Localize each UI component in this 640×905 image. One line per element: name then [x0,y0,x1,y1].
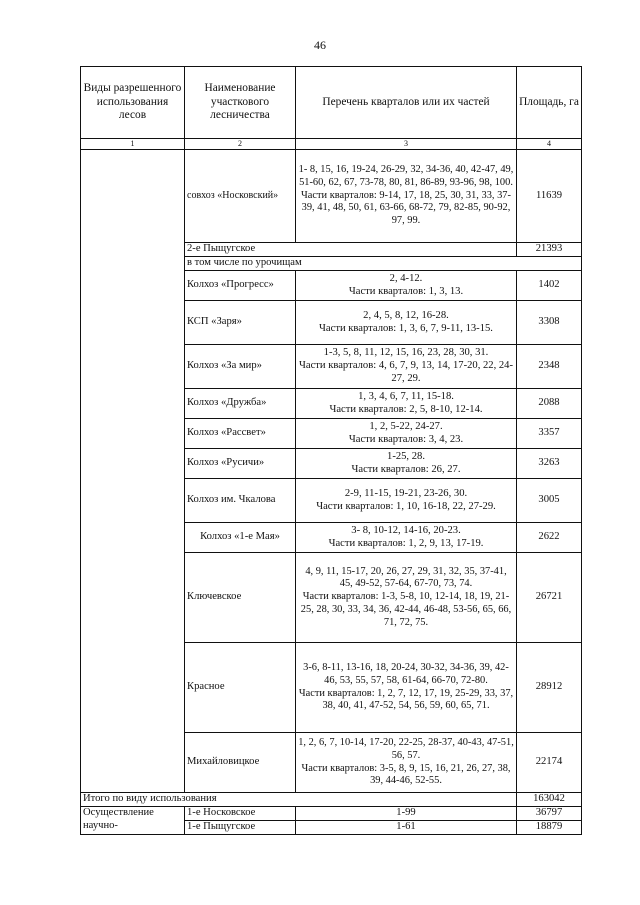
quarters-list [296,345,517,389]
forestry-name: 2-е Пыщугское [185,243,517,257]
forestry-name: Красное [185,643,296,733]
quarters-list [296,150,517,243]
table-header-row [81,67,582,139]
full-quarters: 1-25, 28. [387,450,425,462]
area-value: 36797 [517,807,582,821]
full-quarters: 1, 3, 4, 6, 7, 11, 15-18. [358,390,454,402]
full-quarters: 1, 2, 5-22, 24-27. [369,420,443,432]
column-number: 1 [81,139,185,150]
area-value: 21393 [517,243,582,257]
forestry-name: 1-е Носковское [185,807,296,821]
area-value: 26721 [517,553,582,643]
forestry-name: совхоз «Носковский» [185,150,296,243]
area-value: 3357 [517,419,582,449]
quarters-list [296,733,517,793]
forestry-name: КСП «Заря» [185,301,296,345]
header-quarters-list: Перечень кварталов или их частей [296,67,517,139]
quarters-list [296,449,517,479]
column-number: 3 [296,139,517,150]
quarters-list [296,479,517,523]
quarters-list [296,643,517,733]
partial-quarters: Части кварталов: 9-14, 17, 18, 25, 30, 31, 33, 37-39, 41, 48, 50, 61, 63-66, 68-72, 79, 82-85, 90-92, 97, 99. [301,189,511,227]
full-quarters: 3-6, 8-11, 13-16, 18, 20-24, 30-32, 34-36, 39, 42-46, 53, 55, 57, 58, 61-64, 66-70, 72-80. [303,662,509,686]
area-value: 3308 [517,301,582,345]
forestry-name: Колхоз «За мир» [185,345,296,389]
forestry-name: Ключевское [185,553,296,643]
subgroup-label: в том числе по урочищам [185,257,582,271]
quarters-list [296,419,517,449]
partial-quarters: Части кварталов: 1, 3, 13. [348,285,464,297]
total-area: 163042 [517,793,582,807]
table-row [81,807,582,821]
area-value: 3005 [517,479,582,523]
forestry-name: Колхоз «Прогресс» [185,271,296,301]
total-label: Итого по виду использования [81,793,517,807]
column-number-row [81,139,582,150]
full-quarters: 2, 4, 5, 8, 12, 16-28. [363,309,449,321]
full-quarters: 4, 9, 11, 15-17, 20, 26, 27, 29, 31, 32, 35, 37-41, 45, 49-52, 57-64, 67-70, 73, 74. [305,565,507,590]
partial-quarters: Части кварталов: 3-5, 8, 9, 15, 16, 21, 26, 27, 38, 39, 44-46, 52-55. [301,762,511,787]
header-forestry-name: Наименование участкового лесничества [185,67,296,139]
area-value: 3263 [517,449,582,479]
partial-quarters: Части кварталов: 1, 2, 9, 13, 17-19. [328,537,484,549]
partial-quarters: Части кварталов: 1, 3, 6, 7, 9-11, 13-15. [319,322,493,334]
column-number: 2 [185,139,296,150]
use-type-label: Осуществление научно- [81,807,185,835]
area-value: 2622 [517,523,582,553]
quarters-list: 1-99 [296,807,517,821]
quarters-list [296,553,517,643]
forestry-name: Колхоз «1-е Мая» [185,523,296,553]
forestry-name: 1-е Пыщугское [185,821,296,835]
column-number: 4 [517,139,582,150]
full-quarters: 2-9, 11-15, 19-21, 23-26, 30. [344,487,468,499]
header-use-type: Виды разрешенного использования лесов [81,67,185,139]
partial-quarters: Части кварталов: 4, 6, 7, 9, 13, 14, 17-20, 22, 24-27, 29. [298,360,514,384]
forestry-name: Колхоз «Рассвет» [185,419,296,449]
partial-quarters: Части кварталов: 1, 10, 16-18, 22, 27-29. [316,500,496,512]
full-quarters: 3- 8, 10-12, 14-16, 20-23. [351,524,461,536]
area-value: 1402 [517,271,582,301]
area-value: 2348 [517,345,582,389]
area-value: 28912 [517,643,582,733]
full-quarters: 1-3, 5, 8, 11, 12, 15, 16, 23, 28, 30, 31. [323,347,489,359]
area-value: 22174 [517,733,582,793]
forest-use-table [80,66,582,835]
partial-quarters: Части кварталов: 1, 2, 7, 12, 17, 19, 25-29, 33, 37, 38, 40, 41, 47-52, 54, 56, 59, 60, 65, 71. [298,687,514,712]
table-row [81,150,582,243]
quarters-list: 1-61 [296,821,517,835]
full-quarters: 2, 4-12. [389,272,423,284]
area-value: 18879 [517,821,582,835]
partial-quarters: Части кварталов: 1-3, 5-8, 10, 12-14, 18, 19, 21-25, 28, 30, 33, 34, 36, 42-44, 46-48, 53-56, 65, 66, 71, 72, 75. [300,591,512,628]
area-value: 11639 [517,150,582,243]
quarters-list [296,301,517,345]
area-value: 2088 [517,389,582,419]
use-type-cell-empty [81,150,185,793]
quarters-list [296,523,517,553]
forestry-name: Колхоз им. Чкалова [185,479,296,523]
quarters-list [296,271,517,301]
header-area: Площадь, га [517,67,582,139]
forestry-name: Михайловицкое [185,733,296,793]
full-quarters: 1, 2, 6, 7, 10-14, 17-20, 22-25, 28-37, 40-43, 47-51, 56, 57. [298,737,514,761]
forestry-name: Колхоз «Дружба» [185,389,296,419]
total-row [81,793,582,807]
full-quarters: 1- 8, 15, 16, 19-24, 26-29, 32, 34-36, 40, 42-47, 49, 51-60, 62, 67, 73-78, 80, 81, 86-89, 93-96, 98, 100. [298,164,514,188]
partial-quarters: Части кварталов: 26, 27. [351,463,461,475]
forestry-name: Колхоз «Русичи» [185,449,296,479]
partial-quarters: Части кварталов: 2, 5, 8-10, 12-14. [329,403,483,415]
partial-quarters: Части кварталов: 3, 4, 23. [348,433,464,445]
quarters-list [296,389,517,419]
page-number: 46 [314,38,326,52]
